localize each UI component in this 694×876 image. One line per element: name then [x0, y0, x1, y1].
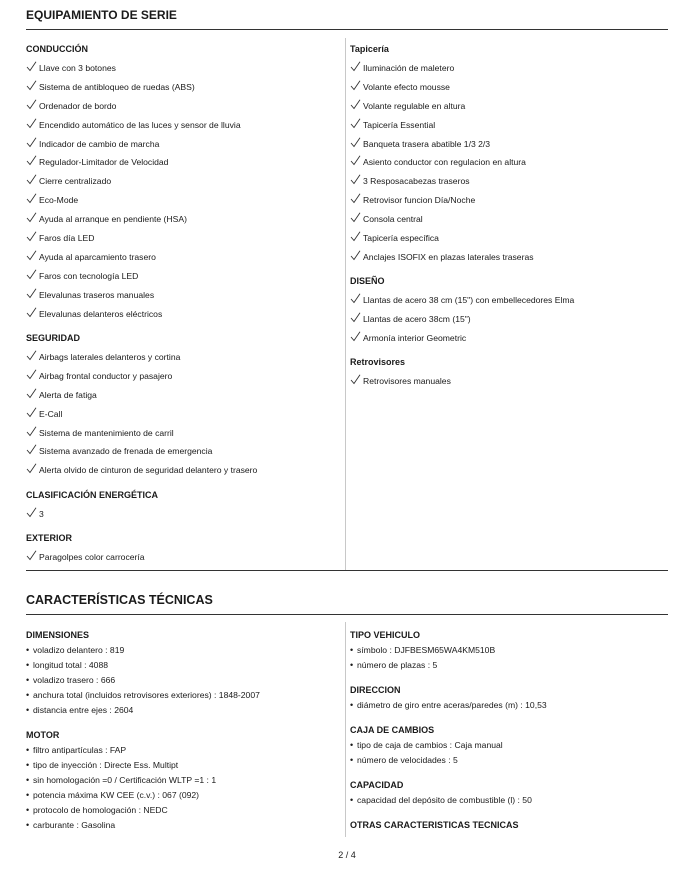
equipment-item-label: Consola central [363, 214, 423, 225]
equipment-item [350, 59, 670, 78]
bullet-dot: • [350, 660, 354, 670]
equipment-item [350, 172, 670, 191]
equipment-item-label: 3 Resposacabezas traseros [363, 176, 470, 187]
spec-item-label: sin homologación =0 / Certificación WLTP =1 : 1 [33, 775, 217, 785]
spec-item-label: potencia máxima KW CEE (c.v.) : 067 (092) [33, 790, 200, 800]
equipment-item-label: Sistema de mantenimiento de carril [39, 427, 174, 438]
spec-group [26, 727, 344, 833]
equipment-item [26, 210, 344, 229]
spec-group [350, 627, 670, 673]
equipment-item-label: Tapicería Essential [363, 119, 436, 130]
spec-group [350, 682, 670, 713]
equipment-item-label: Airbag frontal conductor y pasajero [39, 370, 173, 381]
equipment-item [350, 372, 670, 391]
equipment-item-label: Tapicería específica [363, 233, 439, 244]
bullet-dot: • [26, 775, 30, 785]
equipment-section-title: EQUIPAMIENTO DE SERIE [26, 8, 668, 30]
bullet-dot: • [350, 755, 354, 765]
spec-item [350, 643, 670, 658]
equipment-item-label: Iluminación de maletero [363, 63, 455, 73]
spec-item-label: número de plazas : 5 [357, 660, 438, 670]
spec-item-label: tipo de caja de cambios : Caja manual [357, 740, 503, 750]
group-heading: Retrovisores [350, 357, 406, 368]
equipment-item-label: Faros con tecnología LED [39, 270, 139, 281]
spec-item [350, 658, 670, 673]
equipment-item [350, 210, 670, 229]
equipment-item [26, 97, 344, 116]
bullet-dot: • [26, 645, 30, 655]
equipment-group [26, 529, 344, 567]
equipment-item [26, 191, 344, 210]
equipment-item-label: Volante regulable en altura [363, 100, 466, 111]
spec-item [26, 743, 344, 758]
spec-item [26, 818, 344, 833]
bullet-dot: • [350, 700, 354, 710]
technical-right-column [350, 627, 670, 833]
column-divider [345, 38, 346, 570]
group-heading: CAPACIDAD [350, 780, 404, 790]
equipment-group [26, 329, 344, 480]
group-heading: Tapicería [350, 44, 389, 54]
spec-item-label: voladizo delantero : 819 [33, 645, 125, 655]
equipment-right-column [350, 40, 670, 391]
equipment-item-label: Armonía interior Geometric [363, 333, 467, 344]
equipment-item [26, 548, 344, 567]
spec-item-label: tipo de inyección : Directe Ess. Multipt [33, 760, 179, 770]
spec-item [26, 758, 344, 773]
spec-item [350, 793, 670, 808]
equipment-item-label: 3 [39, 508, 44, 519]
equipment-item-label: Volante efecto mousse [363, 81, 450, 92]
equipment-item [26, 461, 344, 480]
equipment-item-label: Sistema de antibloqueo de ruedas (ABS) [39, 81, 195, 92]
spec-item-label: capacidad del depósito de combustible (l) : 50 [357, 795, 532, 805]
equipment-item-label: Llantas de acero 38 cm (15") con embellecedores Elma [363, 295, 575, 306]
equipment-item [350, 248, 670, 267]
spec-item-label: carburante : Gasolina [33, 820, 116, 830]
bullet-dot: • [26, 790, 30, 800]
equipment-item [26, 172, 344, 191]
equipment-item [26, 78, 344, 97]
bullet-dot: • [26, 805, 30, 815]
spec-item-label: distancia entre ejes : 2604 [33, 705, 134, 715]
bullet-dot: • [26, 745, 30, 755]
equipment-item-label: Indicador de cambio de marcha [39, 138, 160, 149]
equipment-group [26, 40, 344, 323]
equipment-item-label: Elevalunas traseros manuales [39, 289, 155, 300]
equipment-group [350, 40, 670, 267]
spec-item-label: filtro antipartículas : FAP [33, 745, 127, 755]
equipment-item-label: Elevalunas delanteros eléctricos [39, 308, 163, 319]
equipment-item [26, 442, 344, 461]
spec-item-label: longitud total : 4088 [33, 660, 109, 670]
equipment-item-label: Airbags laterales delanteros y cortina [39, 351, 181, 362]
equipment-item-label: Alerta olvido de cinturon de seguridad delantero y trasero [39, 465, 258, 476]
spec-item [350, 753, 670, 768]
equipment-group [350, 353, 670, 391]
equipment-group [26, 486, 344, 524]
spec-item-label: voladizo trasero : 666 [33, 675, 116, 685]
group-heading: EXTERIOR [26, 533, 73, 544]
section-divider [26, 570, 668, 571]
bullet-dot: • [26, 660, 30, 670]
bullet-dot: • [26, 675, 30, 685]
bullet-dot: • [26, 690, 30, 700]
equipment-item-label: Asiento conductor con regulacion en altura [363, 157, 526, 168]
equipment-group [350, 272, 670, 348]
equipment-item-label: Alerta de fatiga [39, 389, 97, 400]
equipment-item-label: Faros día LED [39, 233, 95, 244]
equipment-item-label: Regulador-Limitador de Velocidad [39, 157, 169, 168]
technical-left-column [26, 627, 344, 833]
group-heading: MOTOR [26, 730, 60, 740]
group-heading: CAJA DE CAMBIOS [350, 725, 435, 735]
equipment-item [350, 97, 670, 116]
spec-item-label: protocolo de homologación : NEDC [33, 805, 168, 815]
equipment-item [350, 135, 670, 154]
spec-item [26, 703, 344, 718]
equipment-item [26, 229, 344, 248]
equipment-item-label: Eco-Mode [39, 195, 79, 206]
bullet-dot: • [350, 645, 354, 655]
group-heading: DISEÑO [350, 276, 385, 287]
bullet-dot: • [26, 760, 30, 770]
equipment-item [26, 153, 344, 172]
equipment-item-label: Cierre centralizado [39, 176, 112, 187]
group-heading: SEGURIDAD [26, 332, 81, 343]
equipment-item [350, 291, 670, 310]
spec-item-label: diámetro de giro entre aceras/paredes (m) : 10,53 [357, 700, 547, 710]
bullet-dot: • [26, 820, 30, 830]
equipment-item-label: Retrovisores manuales [363, 376, 451, 387]
equipment-item [26, 424, 344, 443]
equipment-item-label: E-Call [39, 408, 63, 419]
equipment-item-label: Encendido automático de las luces y sensor de lluvia [39, 119, 241, 130]
bullet-dot: • [26, 705, 30, 715]
group-heading: OTRAS CARACTERISTICAS TECNICAS [350, 820, 519, 830]
spec-item [26, 658, 344, 673]
equipment-item [350, 229, 670, 248]
equipment-item [350, 116, 670, 135]
group-heading: DIRECCION [350, 685, 401, 695]
technical-section-title: CARACTERÍSTICAS TÉCNICAS [26, 593, 668, 615]
equipment-item [26, 135, 344, 154]
equipment-item [26, 405, 344, 424]
spec-item [350, 738, 670, 753]
page-number: 2 / 4 [338, 850, 356, 860]
group-heading: CLASIFICACIÓN ENERGÉTICA [26, 489, 159, 500]
group-heading: DIMENSIONES [26, 630, 90, 640]
equipment-item-label: Llantas de acero 38cm (15") [363, 314, 471, 325]
spec-item [350, 698, 670, 713]
column-divider [345, 622, 346, 837]
spec-item [26, 688, 344, 703]
group-heading: CONDUCCIÓN [26, 44, 88, 54]
equipment-item [26, 386, 344, 405]
spec-group [350, 722, 670, 768]
spec-item [26, 803, 344, 818]
spec-group [350, 817, 670, 833]
equipment-item [26, 116, 344, 135]
spec-item-label: símbolo : DJFBESM65WA4KM510B [357, 645, 496, 655]
equipment-item-label: Paragolpes color carrocería [39, 552, 145, 563]
group-heading: TIPO VEHICULO [350, 630, 421, 640]
spec-item [26, 788, 344, 803]
equipment-item-label: Sistema avanzado de frenada de emergencia [39, 446, 213, 457]
equipment-item [350, 78, 670, 97]
spec-item [26, 643, 344, 658]
equipment-item [26, 348, 344, 367]
spec-item [26, 673, 344, 688]
equipment-item [26, 248, 344, 267]
equipment-item [350, 329, 670, 348]
spec-item-label: número de velocidades : 5 [357, 755, 458, 765]
equipment-item-label: Ordenador de bordo [39, 100, 117, 111]
bullet-dot: • [350, 795, 354, 805]
equipment-item-label: Retrovisor funcion Día/Noche [363, 195, 476, 206]
equipment-item [350, 191, 670, 210]
spec-item-label: anchura total (incluidos retrovisores exteriores) : 1848-2007 [33, 690, 260, 700]
equipment-item [26, 267, 344, 286]
equipment-item-label: Anclajes ISOFIX en plazas laterales traseras [363, 251, 534, 262]
equipment-item [26, 367, 344, 386]
equipment-item-label: Banqueta trasera abatible 1/3 2/3 [363, 138, 491, 149]
equipment-item [26, 59, 344, 78]
equipment-item [350, 310, 670, 329]
equipment-item [26, 286, 344, 305]
equipment-item [26, 305, 344, 324]
equipment-item [350, 153, 670, 172]
equipment-item-label: Llave con 3 botones [39, 63, 116, 73]
spec-group [26, 627, 344, 718]
bullet-dot: • [350, 740, 354, 750]
spec-item [26, 773, 344, 788]
equipment-left-column [26, 40, 344, 567]
equipment-item-label: Ayuda al aparcamiento trasero [39, 251, 156, 262]
equipment-item-label: Ayuda al arranque en pendiente (HSA) [39, 214, 187, 225]
spec-group [350, 777, 670, 808]
equipment-item [26, 505, 344, 524]
